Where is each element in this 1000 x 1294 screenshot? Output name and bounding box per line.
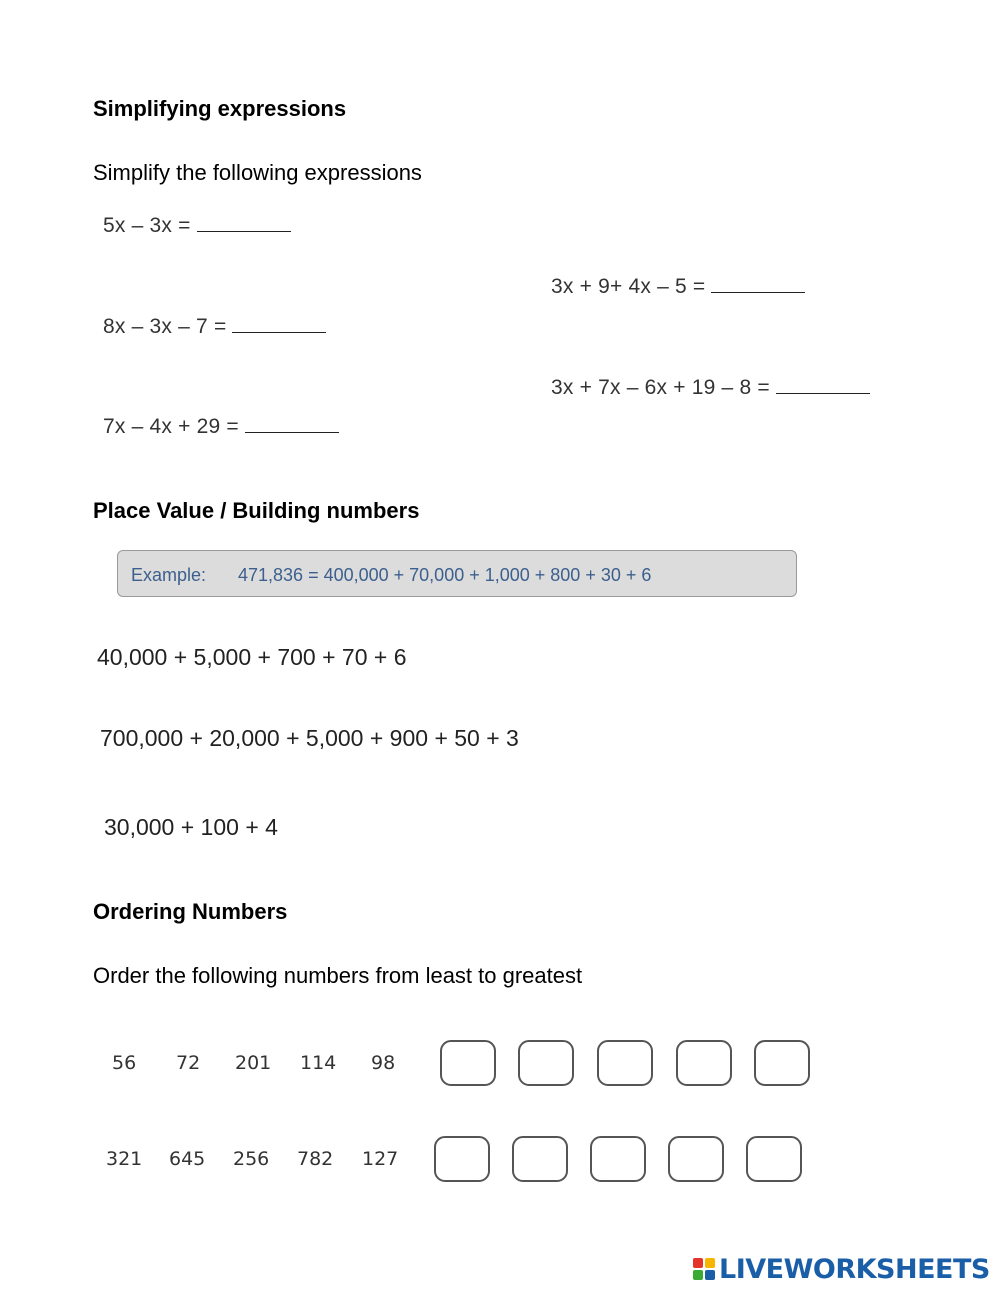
number-item: 256 <box>233 1148 270 1170</box>
answer-blank[interactable] <box>245 414 339 433</box>
expression-4 <box>551 375 870 400</box>
brand-square <box>693 1270 703 1280</box>
brand-square <box>693 1258 703 1268</box>
expression-text: 3x + 9+ 4x – 5 = <box>551 275 706 298</box>
brand-square <box>705 1270 715 1280</box>
ordering-instruction: Order the following numbers from least to greatest <box>93 963 583 988</box>
number-item: 56 <box>112 1052 137 1074</box>
answer-slot[interactable] <box>754 1040 810 1086</box>
number-item: 782 <box>297 1148 334 1170</box>
simplifying-heading: Simplifying expressions <box>93 96 347 121</box>
example-box <box>117 550 797 597</box>
number-item: 114 <box>300 1052 337 1074</box>
place-value-item-1: 40,000 + 5,000 + 700 + 70 + 6 <box>97 644 407 670</box>
answer-slot[interactable] <box>440 1040 496 1086</box>
expression-text: 3x + 7x – 6x + 19 – 8 = <box>551 376 770 399</box>
brand-mark-icon <box>693 1258 715 1280</box>
number-item: 321 <box>106 1148 143 1170</box>
answer-blank[interactable] <box>711 274 805 293</box>
answer-blank[interactable] <box>232 314 326 333</box>
number-item: 127 <box>362 1148 399 1170</box>
ordering-heading: Ordering Numbers <box>93 899 288 924</box>
expression-text: 5x – 3x = <box>103 214 191 237</box>
answer-slot[interactable] <box>746 1136 802 1182</box>
place-value-heading: Place Value / Building numbers <box>93 498 420 523</box>
answer-slot[interactable] <box>668 1136 724 1182</box>
brand-square <box>705 1258 715 1268</box>
brand-name: LIVEWORKSHEETS <box>719 1253 990 1285</box>
answer-slot[interactable] <box>597 1040 653 1086</box>
number-item: 98 <box>371 1052 396 1074</box>
example-label: Example: <box>131 565 207 585</box>
place-value-item-3: 30,000 + 100 + 4 <box>104 814 278 840</box>
number-item: 645 <box>169 1148 206 1170</box>
place-value-item-2: 700,000 + 20,000 + 5,000 + 900 + 50 + 3 <box>100 725 519 751</box>
number-item: 201 <box>235 1052 272 1074</box>
expression-1 <box>103 213 291 238</box>
answer-slot[interactable] <box>590 1136 646 1182</box>
expression-3 <box>103 314 326 339</box>
expression-2 <box>551 274 805 299</box>
expression-text: 7x – 4x + 29 = <box>103 415 239 438</box>
answer-slot[interactable] <box>676 1040 732 1086</box>
example-text: 471,836 = 400,000 + 70,000 + 1,000 + 800 + 30 + 6 <box>238 565 652 585</box>
number-item: 72 <box>176 1052 201 1074</box>
expression-5 <box>103 414 339 439</box>
simplifying-instruction: Simplify the following expressions <box>93 160 422 185</box>
answer-slot[interactable] <box>512 1136 568 1182</box>
expression-text: 8x – 3x – 7 = <box>103 315 227 338</box>
answer-slot[interactable] <box>518 1040 574 1086</box>
liveworksheets-logo <box>693 1254 990 1284</box>
answer-blank[interactable] <box>776 375 870 394</box>
answer-blank[interactable] <box>197 213 291 232</box>
answer-slot[interactable] <box>434 1136 490 1182</box>
